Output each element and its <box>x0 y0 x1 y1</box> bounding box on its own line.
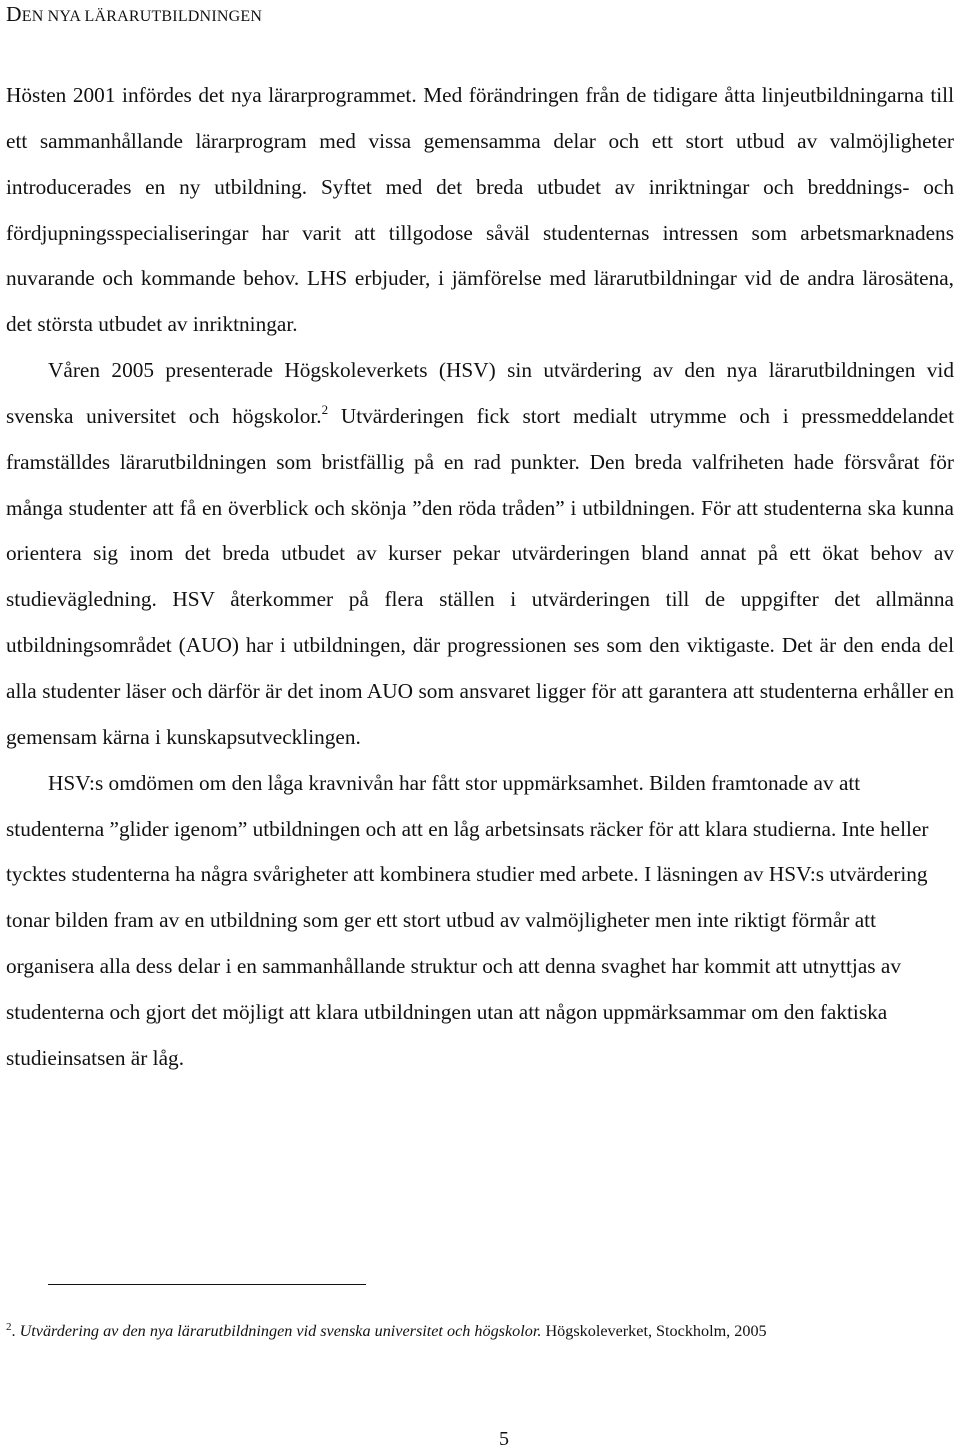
footnote-source: Högskoleverket, Stockholm, 2005 <box>541 1322 767 1340</box>
footnote-separator <box>48 1284 366 1285</box>
paragraph-1: Hösten 2001 infördes det nya lärarprogrammet. Med förändringen från de tidigare åtta linjeutbildningarna till ett sammanhållande lärarprogram med vissa gemensamma delar och ett stort utbud av valmöjligheter introducerades en ny utbildning. Syftet med det breda utbudet av inriktningar och breddnings- och fördjupningsspecialiseringar har varit att tillgodose såväl studenternas intressen som arbetsmarknadens nuvarande och kommande behov. LHS erbjuder, i jämförelse med lärarutbildningar vid de andra lärosätena, det största utbudet av inriktningar. <box>6 83 954 337</box>
paragraph-3: HSV:s omdömen om den låga kravnivån har fått stor uppmärksamhet. Bilden framtonade av att studenterna ”glider igenom” utbildningen och att en låg arbetsinsats räcker för att klara studierna. Inte heller tycktes studenterna ha några svårigheter att kombinera studier med arbete. I läsningen av HSV:s utvärdering tonar bilden fram av en utbildning som ger ett stort utbud av valmöjligheter men inte riktigt förmår att organisera alla dess delar i en sammanhållande struktur och att denna svaghet har kommit att utnyttjas av studenterna och gjort det möjligt att klara utbildningen utan att någon uppmärksammar om den faktiska studieinsatsen är låg. <box>6 770 929 1070</box>
page-number: 5 <box>499 1428 509 1450</box>
heading-initial: D <box>6 2 22 26</box>
footnote-separator-text: . <box>11 1322 20 1340</box>
paragraph-2-text-a: Våren 2005 presenterade Högskoleverkets (HSV) sin utvärdering av den nya lärarutbildningen vid svenska universitet och högskolor. <box>6 358 954 428</box>
body-text <box>6 73 954 1082</box>
footnote <box>6 1320 767 1342</box>
footnote-marker: 2 <box>6 1321 12 1333</box>
paragraph-2-text-b: Utvärderingen fick stort medialt utrymme och i pressmeddelandet framställdes lärarutbildningen som bristfällig på en rad punkter. Den breda valfriheten hade försvårat för många studenter att få en överblick och skönja ”den röda tråden” i utbildningen. För att studenterna ska kunna orientera sig inom det breda utbudet av kurser pekar utvärderingen bland annat på ett ökat behov av studievägledning. HSV återkommer på flera ställen i utvärderingen till de uppgifter det allmänna utbildningsområdet (AUO) har i utbildningen, där progressionen ses som den viktigaste. Det är den enda del alla studenter läser och därför är det inom AUO som ansvaret ligger för att garantera att studenterna erhåller en gemensam kärna i kunskapsutvecklingen. <box>6 403 954 749</box>
footnote-reference: 2 <box>321 401 329 417</box>
heading-small-caps-2: NYA LÄRARUTBILDNINGEN <box>43 8 263 25</box>
section-heading <box>6 2 262 29</box>
heading-small-caps-1: EN <box>21 8 44 25</box>
paragraph-2 <box>6 348 954 761</box>
footnote-title: Utvärdering av den nya lärarutbildningen vid svenska universitet och högskolor. <box>19 1322 542 1340</box>
